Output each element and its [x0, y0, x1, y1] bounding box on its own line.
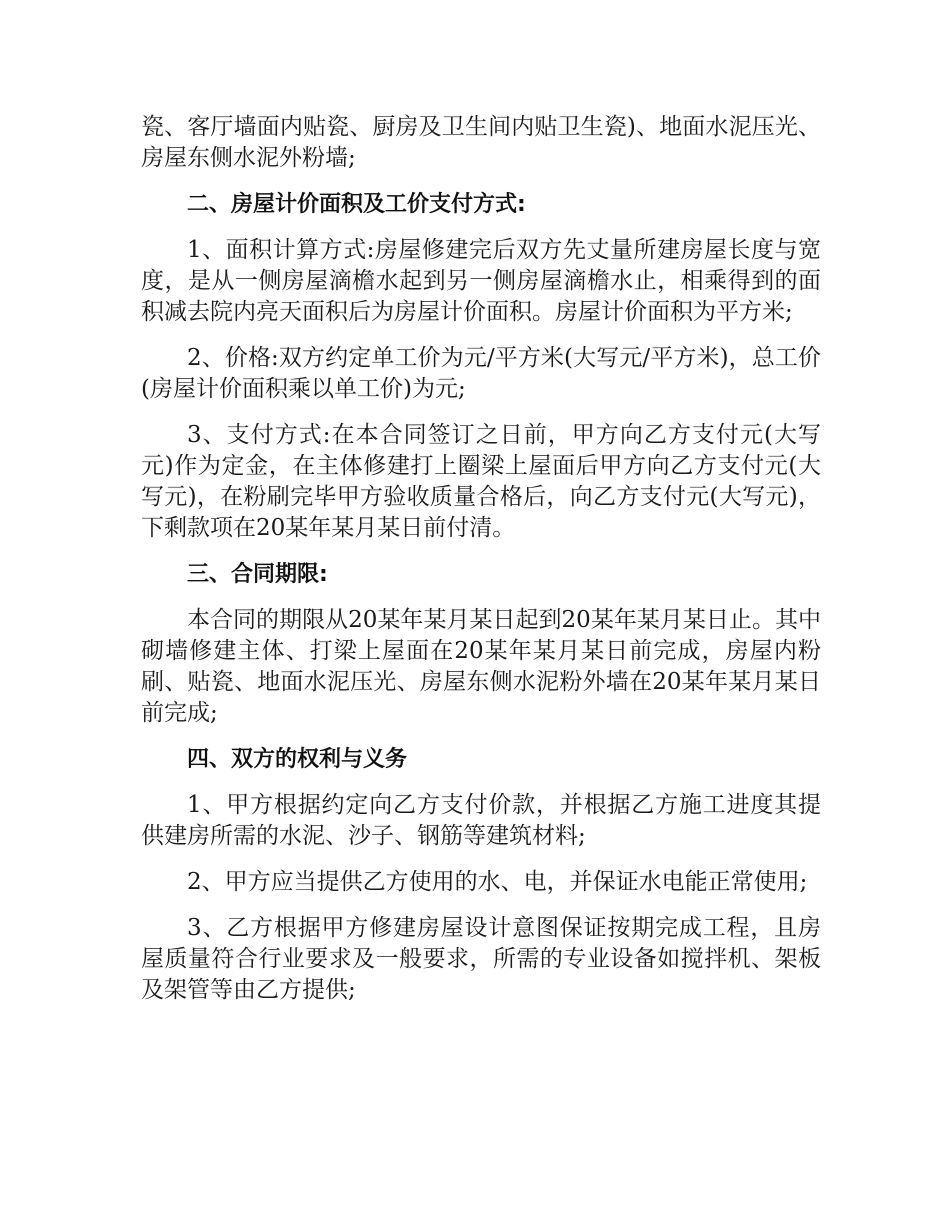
section-heading-3: 三、合同期限: [187, 562, 328, 587]
document-body [141, 112, 821, 1021]
paragraph-price: 2、价格:双方约定单工价为元/平方米(大写元/平方米)，总工价(房屋计价面积乘以单工价)为元; [141, 345, 821, 402]
paragraph-area-calculation: 1、面积计算方式:房屋修建完后双方先丈量所建房屋长度与宽度，是从一侧房屋滴檐水起到另一侧房屋滴檐水止，相乘得到的面积减去院内亮天面积后为房屋计价面积。房屋计价面积为平方米; [141, 237, 821, 325]
paragraph-payment-method: 3、支付方式:在本合同签订之日前，甲方向乙方支付元(大写元)作为定金，在主体修建打上圈梁上屋面后甲方向乙方支付元(大写元)，在粉刷完毕甲方验收质量合格后，向乙方支付元(大写元)，下剩款项在20某年某月某日前付清。 [141, 422, 821, 541]
section-heading-4: 四、双方的权利与义务 [187, 747, 408, 772]
paragraph-party-a-utilities: 2、甲方应当提供乙方使用的水、电，并保证水电能正常使用; [187, 869, 808, 895]
paragraph-contract-term: 本合同的期限从20某年某月某日起到20某年某月某日止。其中砌墙修建主体、打梁上屋面在20某年某月某日前完成，房屋内粉刷、贴瓷、地面水泥压光、房屋东侧水泥粉外墙在20某年某月某日前完成; [141, 607, 821, 726]
section-heading-2: 二、房屋计价面积及工价支付方式: [187, 192, 526, 217]
paragraph-party-a-payment: 1、甲方根据约定向乙方支付价款，并根据乙方施工进度其提供建房所需的水泥、沙子、钢筋等建筑材料; [141, 792, 821, 849]
paragraph-continuation: 瓷、客厅墙面内贴瓷、厨房及卫生间内贴卫生瓷)、地面水泥压光、房屋东侧水泥外粉墙; [141, 114, 821, 171]
paragraph-party-b-obligations: 3、乙方根据甲方修建房屋设计意图保证按期完成工程，且房屋质量符合行业要求及一般要求，所需的专业设备如搅拌机、架板及架管等由乙方提供; [141, 915, 821, 1003]
